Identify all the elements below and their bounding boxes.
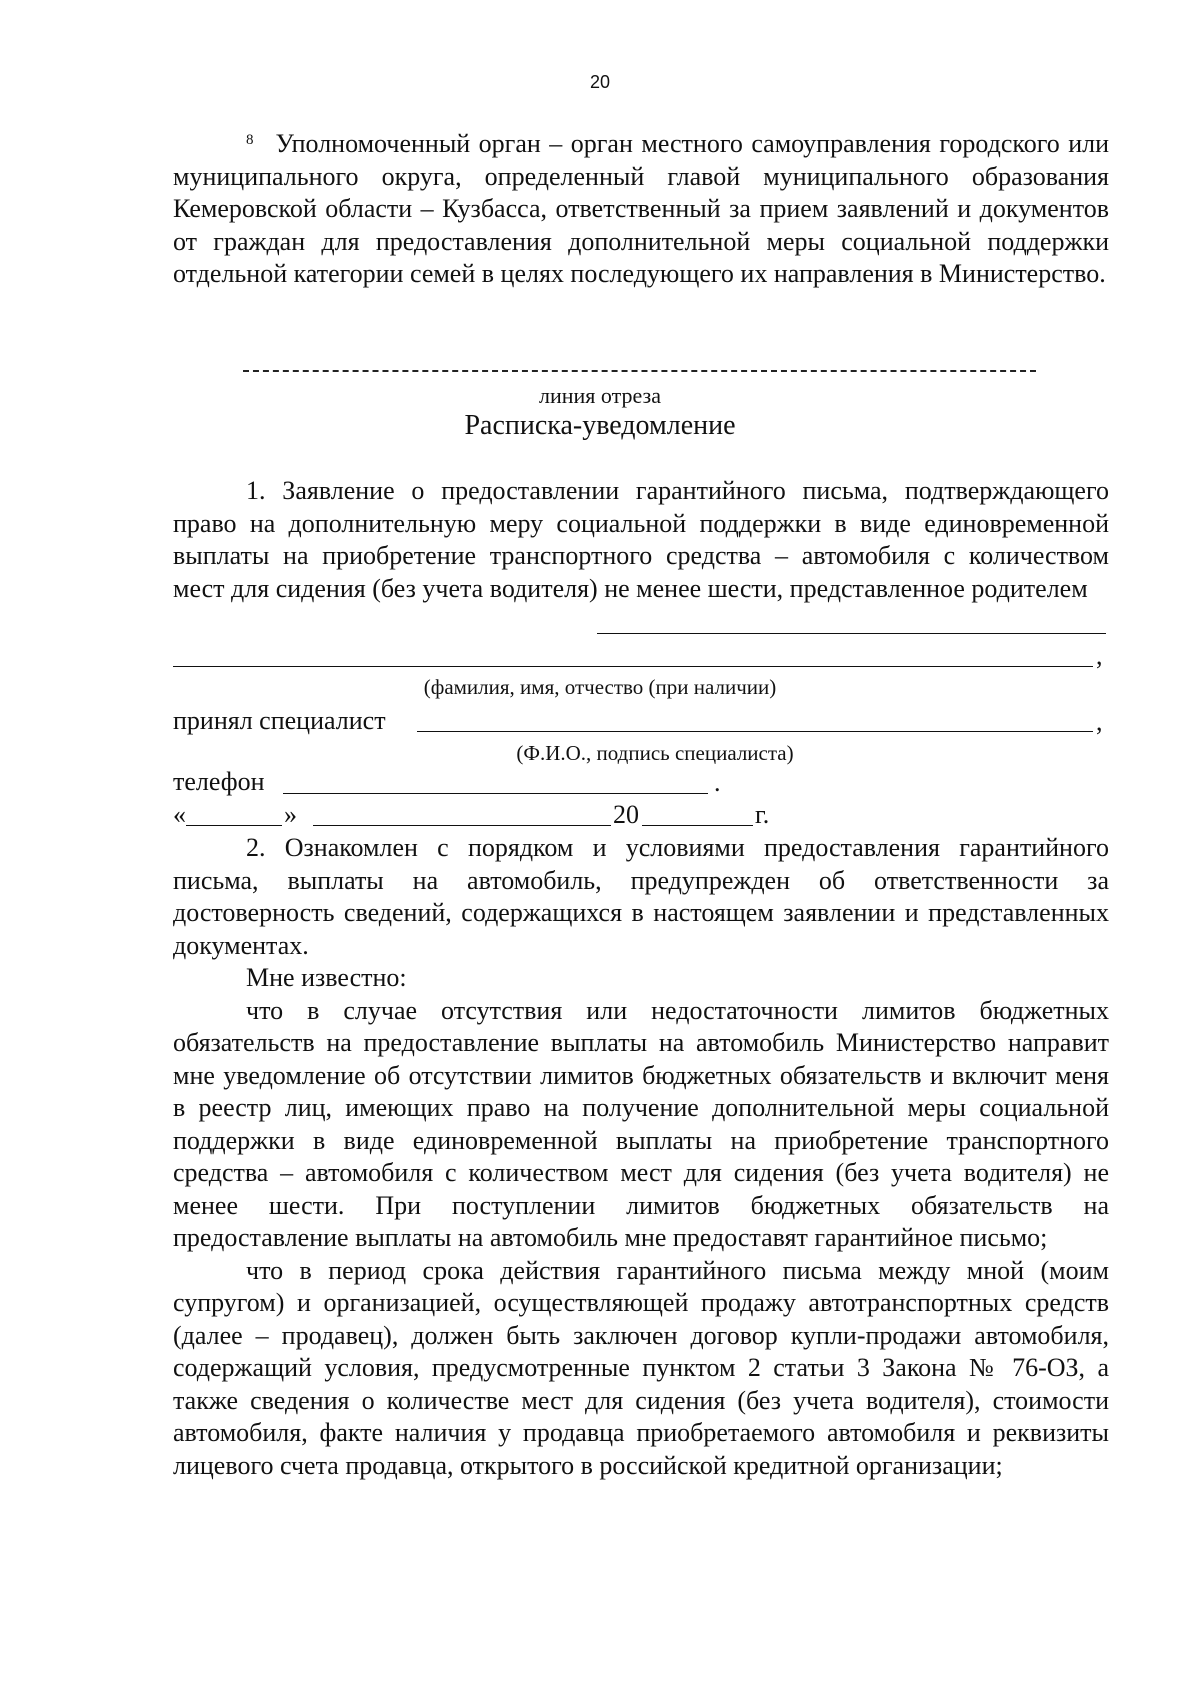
receipt-body	[173, 832, 1109, 1482]
receipt-title: Расписка-уведомление	[464, 410, 736, 441]
phone-label: телефон	[173, 767, 265, 796]
date-year-prefix: 20	[613, 800, 639, 829]
date-quote-open: «	[173, 800, 186, 829]
date-quote-close: »	[284, 800, 297, 829]
specialist-comma: ,	[1096, 707, 1103, 736]
date-year-field[interactable]	[642, 825, 753, 826]
parent-name-field-line-2[interactable]	[173, 666, 1093, 667]
item-2-paragraph: 2. Ознакомлен с порядком и условиями предоставления гарантийного письма, выплаты на автомобиль, предупрежден об ответственности за достоверность сведений, содержащихся в настоящем заявлении и представленных документах.	[173, 833, 1109, 960]
page-number: 20	[589, 72, 611, 92]
accepted-label: принял специалист	[173, 706, 386, 735]
footnote-text: Уполномоченный орган – орган местного самоуправления городского или муниципального округа, определенный главой муниципального образования Кемеровской области – Кузбасса, ответственный за прием заявлений и документов от граждан для предоставления дополнительной меры социальной поддержки отдельной категории семей в целях последующего их направления в Министерство.	[173, 129, 1109, 288]
footnote-mark: 8	[246, 132, 254, 148]
phone-field-line[interactable]	[283, 793, 708, 794]
specialist-caption: (Ф.И.О., подпись специалиста)	[516, 741, 794, 765]
cut-line	[243, 370, 1036, 372]
parent-name-caption: (фамилия, имя, отчество (при наличии)	[423, 675, 777, 699]
known-intro: Мне известно:	[246, 963, 407, 992]
receipt-item-1	[173, 475, 1109, 605]
date-month-field[interactable]	[313, 825, 611, 826]
specialist-field-line[interactable]	[417, 731, 1093, 732]
parent-name-comma: ,	[1096, 641, 1103, 670]
known-item-1: что в случае отсутствия или недостаточности лимитов бюджетных обязательств на предоставление выплаты на автомобиль Министерство направит мне уведомление об отсутствии лимитов бюджетных обязательств и включит меня в реестр лиц, имеющих право на получение дополнительной меры социальной поддержки в виде единовременной выплаты на приобретение транспортного средства – автомобиля с количеством мест для сидения (без учета водителя) не менее шести. При поступлении лимитов бюджетных обязательств на предоставление выплаты на автомобиль мне предоставят гарантийное письмо;	[173, 995, 1109, 1252]
receipt-item-1-content: 1. Заявление о предоставлении гарантийного письма, подтверждающего право на дополнительную меру социальной поддержки в виде единовременной выплаты на приобретение транспортного средства – автомобиля с количеством мест для сидения (без учета водителя) не менее шести, представленное родителем	[173, 476, 1109, 603]
date-year-suffix: г.	[755, 800, 770, 829]
phone-period: .	[714, 768, 721, 797]
parent-name-field-line-1[interactable]	[597, 633, 1106, 634]
footnote-paragraph	[173, 128, 1109, 291]
cut-line-label: линия отреза	[539, 383, 661, 408]
date-day-field[interactable]	[186, 825, 282, 826]
receipt-item-1-text	[173, 475, 1109, 605]
footnote-block	[173, 128, 1109, 291]
known-item-2: что в период срока действия гарантийного письма между мной (моим супругом) и организацией, осуществляющей продажу автотранспортных средств (далее – продавец), должен быть заключен договор купли-продажи автомобиля, содержащий условия, предусмотренные пунктом 2 статьи 3 Закона № 76-ОЗ, а также сведения о количестве мест для сидения (без учета водителя), стоимости автомобиля, факте наличия у продавца приобретаемого автомобиля и реквизиты лицевого счета продавца, открытого в российской кредитной организации;	[173, 1255, 1109, 1480]
